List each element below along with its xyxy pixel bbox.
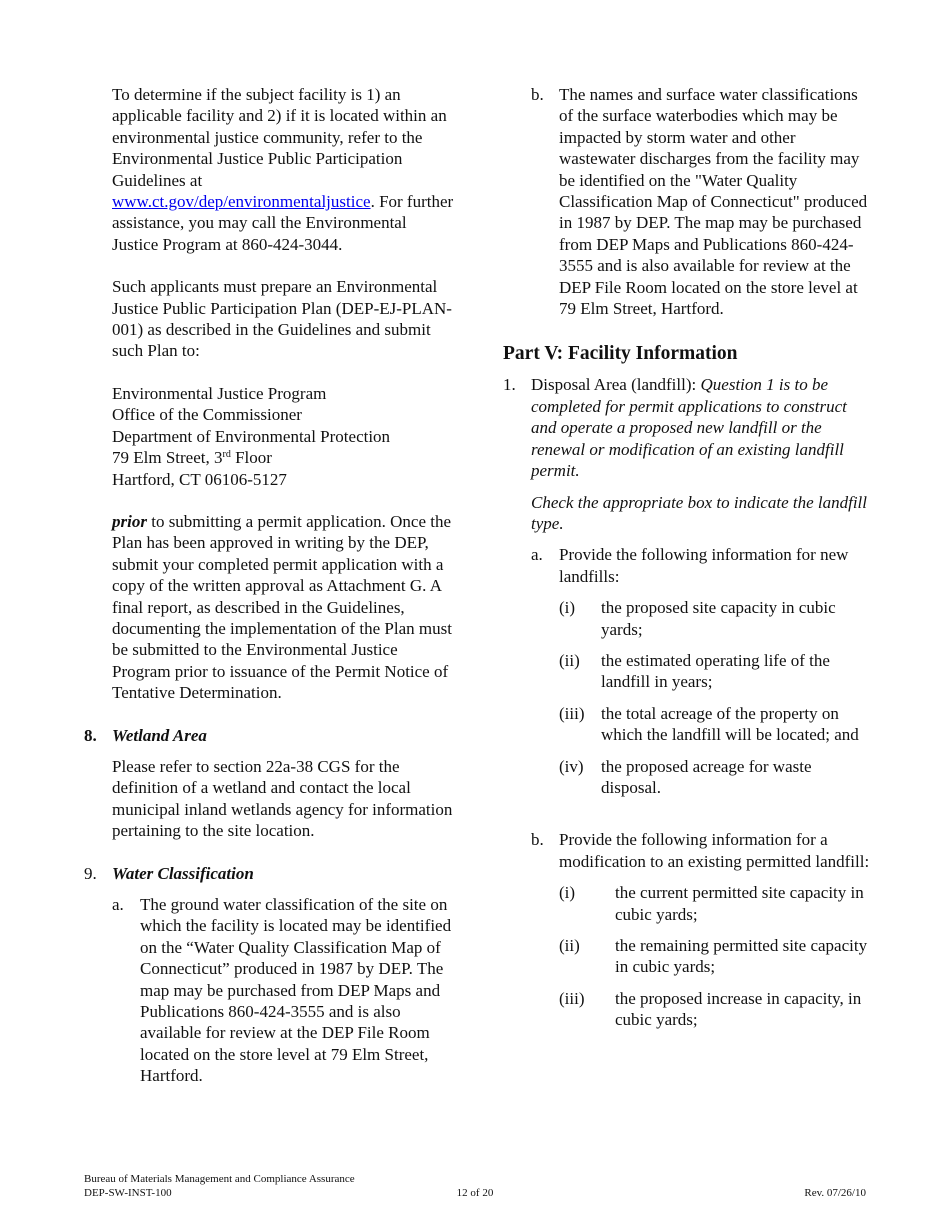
list-item: (ii) the estimated operating life of the landfill in years; — [559, 650, 830, 692]
question-1 — [503, 374, 873, 481]
item-9b-text: The names and surface water classifications of the surface waterbodies which may be impacted by storm water and other wastewater discharges from the facility may be identified on the "Water Quality Classification Map of Connecticut" produced in 1987 by DEP. The map may be purchased from DEP Maps and Publications 860-424-3555 and is also available for review at the DEP File Room located on the store level at 79 Elm Street, Hartford. — [559, 85, 868, 319]
item-9b-label: b. — [531, 85, 544, 104]
item-9-heading — [84, 863, 454, 884]
item-8-title: Wetland Area — [112, 725, 207, 745]
address-line: Environmental Justice Program — [112, 383, 327, 403]
applicants-paragraph — [112, 276, 454, 362]
sub-b-list — [559, 882, 873, 1030]
sub-b — [531, 829, 873, 872]
list-item: (iii) the total acreage of the property on which the landfill will be located; and — [559, 703, 859, 745]
right-column — [503, 84, 873, 1031]
address-line: 79 Elm Street, 3rd Floor — [112, 448, 272, 468]
list-item: (i) the proposed site capacity in cubic yards; — [559, 598, 836, 639]
prior-bold-word: prior — [112, 511, 147, 531]
item-9a — [112, 894, 454, 1087]
sub-b-label: b. — [531, 830, 544, 850]
sub-a-list — [559, 597, 873, 798]
address-line: Office of the Commissioner — [112, 405, 302, 425]
intro-text: To determine if the subject facility is 1) an applicable facility and 2) if it is located within an environmental justice community, refer to the Environmental Justice Public Participation Guidelines at — [112, 85, 447, 190]
address-line: Hartford, CT 06106-5127 — [112, 469, 287, 489]
item-9a-text: The ground water classification of the site on which the facility is located may be identified on the “Water Quality Classification Map of Connecticut” produced in 1987 by DEP. The map may be purchased from DEP Maps and Publications 860-424-3555 and is also available for review at the DEP File Room located on the store level at 79 Elm Street, Hartford. — [140, 895, 452, 1086]
item-9a-label: a. — [112, 895, 124, 914]
left-column — [84, 84, 454, 1087]
intro-paragraph — [112, 84, 454, 255]
list-item: (iii) the proposed increase in capacity, in cubic yards; — [559, 988, 862, 1030]
footer-doc-id: DEP-SW-INST-100 — [84, 1187, 172, 1199]
list-item: (i) the current permitted site capacity in cubic yards; — [559, 883, 864, 924]
item-8-body — [112, 756, 454, 842]
sub-a-label: a. — [531, 545, 543, 565]
list-item: (iv) the proposed acreage for waste disposal. — [559, 756, 812, 797]
applicants-text: Such applicants must prepare an Environmental Justice Public Participation Plan (DEP-EJ-PLAN-001) as described in the Guidelines and submit such Plan to: — [112, 277, 452, 361]
item-8-text: Please refer to section 22a-38 CGS for the definition of a wetland and contact the local municipal inland wetlands agency for information pertaining to the site location. — [112, 756, 453, 841]
sub-b-text: Provide the following information for a modification to an existing permitted landfill: — [559, 830, 870, 871]
address-block — [112, 383, 454, 490]
prior-text: to submitting a permit application. Once the Plan has been approved in writing by the DEP, submit your completed permit application with a copy of the written approval as Attachment G. A final report, as described in the Guidelines, documenting the implementation of the Plan must be submitted to the Environmental Justice Program prior to issuance of the Permit Notice of Tentative Determination. — [112, 511, 452, 703]
footer-page-number: 12 of 20 — [456, 1187, 494, 1199]
sub-a-text: Provide the following information for new landfills: — [559, 545, 849, 586]
item-9-title: Water Classification — [112, 863, 254, 883]
address-line: Department of Environmental Protection — [112, 426, 391, 446]
sub-a — [531, 544, 873, 587]
footer-revision: Rev. 07/26/10 — [804, 1187, 866, 1199]
question-1-number: 1. — [503, 375, 516, 395]
check-box-note: Check the appropriate box to indicate the landfill type. — [531, 492, 867, 533]
intro-text-end: . For further assistance, you may call the Environmental Justice Program at 860-424-3044. — [112, 192, 454, 254]
environmental-justice-link[interactable]: www.ct.gov/dep/environmentaljustice — [112, 192, 371, 212]
prior-paragraph — [112, 511, 454, 704]
item-9-number: 9. — [84, 863, 97, 883]
list-item: (ii) the remaining permitted site capacity in cubic yards; — [559, 936, 868, 977]
question-1-instructions: Question 1 is to be completed for permit applications to construct and operate a proposed new landfill or the renewal or modification of an existing landfill permit. — [531, 375, 847, 481]
item-8-heading — [84, 725, 454, 746]
question-1-lead: Disposal Area (landfill): — [531, 375, 701, 395]
item-9b — [531, 84, 873, 319]
item-8-number: 8. — [84, 725, 97, 745]
part-v-heading: Part V: Facility Information — [503, 343, 738, 365]
footer-bureau: Bureau of Materials Management and Compliance Assurance — [84, 1173, 355, 1185]
